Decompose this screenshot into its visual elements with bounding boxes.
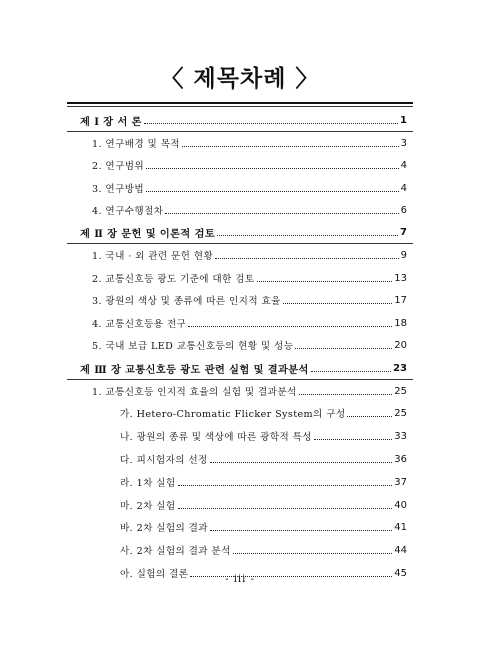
page-number: - iii -	[225, 574, 255, 585]
dot-leader	[311, 371, 391, 372]
toc-section-entry	[0, 243, 480, 267]
toc-section-entry	[0, 379, 480, 403]
toc-entry-page-number: 7	[400, 226, 407, 238]
page-title: 〈 제목차례 〉	[160, 66, 320, 92]
dot-leader	[257, 281, 393, 282]
toc-entry-page-number: 41	[394, 521, 407, 533]
toc-entry-page-number: 37	[394, 476, 407, 488]
toc-chapter-entry	[0, 220, 480, 244]
toc-entry-page-number: 25	[394, 407, 407, 419]
toc-entry-label: 아. 실험의 결론	[120, 569, 189, 580]
toc-entry-label: 제 Ⅰ 장 서 론	[80, 115, 142, 128]
toc-entry-label: 가. Hetero-Chromatic Flicker System의 구성	[120, 409, 346, 420]
toc-entry-page-number: 6	[400, 204, 407, 216]
dot-leader	[182, 146, 399, 147]
toc-entry-label: 5. 국내 보급 LED 교통신호등의 현황 및 성능	[92, 341, 294, 352]
toc-entry-page-number: 45	[394, 567, 407, 579]
toc-entry-label: 마. 2차 실험	[120, 501, 176, 512]
toc-entry-label: 2. 연구범위	[92, 161, 145, 172]
toc-entry-page-number: 25	[394, 385, 407, 397]
toc-chapter-entry	[0, 108, 480, 132]
toc-section-entry	[0, 153, 480, 177]
toc-subsection-entry	[0, 515, 480, 539]
toc-entry-label: 사. 2차 실험의 결과 분석	[120, 546, 231, 557]
toc-section-entry	[0, 333, 480, 357]
toc-chapter-entry	[0, 356, 480, 380]
toc-entry-page-number: 4	[400, 159, 407, 171]
toc-entry-page-number: 4	[400, 182, 407, 194]
dot-leader	[347, 416, 392, 417]
toc-section-entry	[0, 198, 480, 222]
toc-entry-page-number: 33	[394, 430, 407, 442]
toc-section-entry	[0, 131, 480, 155]
dot-leader	[295, 348, 392, 349]
toc-entry-page-number: 44	[394, 544, 407, 556]
toc-section-entry	[0, 288, 480, 312]
toc-section-entry	[0, 176, 480, 200]
toc-entry-page-number: 13	[394, 272, 407, 284]
dot-leader	[188, 326, 392, 327]
toc-subsection-entry	[0, 493, 480, 517]
toc-section-entry	[0, 266, 480, 290]
toc-subsection-entry	[0, 470, 480, 494]
toc-entry-label: 3. 광원의 색상 및 종류에 따른 인지적 효율	[92, 296, 281, 307]
toc-entry-label: 1. 국내 · 외 관련 문헌 현황	[92, 251, 214, 262]
toc-entry-page-number: 9	[400, 249, 407, 261]
toc-entry-label: 제 Ⅱ 장 문헌 및 이론적 검토	[80, 227, 216, 240]
toc-entry-page-number: 1	[400, 114, 407, 126]
dot-leader	[283, 303, 392, 304]
dot-leader	[217, 235, 398, 236]
toc-entry-label: 라. 1차 실험	[120, 478, 176, 489]
toc-entry-label: 1. 연구배경 및 목적	[92, 139, 180, 150]
dot-leader	[215, 258, 399, 259]
dot-leader	[146, 191, 399, 192]
toc-entry-label: 3. 연구방법	[92, 184, 145, 195]
toc-entry-page-number: 40	[394, 499, 407, 511]
toc-entry-label: 제 Ⅲ 장 교통신호등 광도 관련 실험 및 결과분석	[80, 363, 309, 376]
dot-leader	[178, 485, 393, 486]
toc-subsection-entry	[0, 401, 480, 425]
toc-entry-page-number: 23	[393, 362, 407, 374]
dot-leader	[299, 394, 393, 395]
dot-leader	[210, 530, 392, 531]
toc-entry-page-number: 20	[394, 339, 407, 351]
toc-entry-label: 나. 광원의 종류 및 색상에 따른 광학적 특성	[120, 432, 312, 443]
dot-leader	[178, 508, 393, 509]
dot-leader	[146, 168, 399, 169]
toc-subsection-entry	[0, 424, 480, 448]
toc-entry-label: 1. 교통신호등 인지적 효율의 실험 및 결과분석	[92, 387, 297, 398]
toc-subsection-entry	[0, 538, 480, 562]
toc-entry-label: 2. 교통신호등 광도 기준에 대한 검토	[92, 274, 255, 285]
toc-entry-label: 4. 교통신호등용 전구	[92, 319, 187, 330]
toc-entry-label: 바. 2차 실험의 결과	[120, 523, 208, 534]
toc-section-entry	[0, 311, 480, 335]
toc-entry-page-number: 18	[394, 317, 407, 329]
dot-leader	[165, 213, 398, 214]
toc-subsection-entry	[0, 447, 480, 471]
toc-entry-label: 다. 피시험자의 선정	[120, 455, 208, 466]
dot-leader	[233, 553, 393, 554]
toc-entry-page-number: 36	[394, 453, 407, 465]
toc-entry-page-number: 3	[400, 137, 407, 149]
dot-leader	[210, 462, 393, 463]
dot-leader	[314, 439, 392, 440]
toc-entry-label: 4. 연구수행절차	[92, 206, 164, 217]
dot-leader	[144, 123, 398, 124]
toc-entry-page-number: 17	[394, 294, 407, 306]
